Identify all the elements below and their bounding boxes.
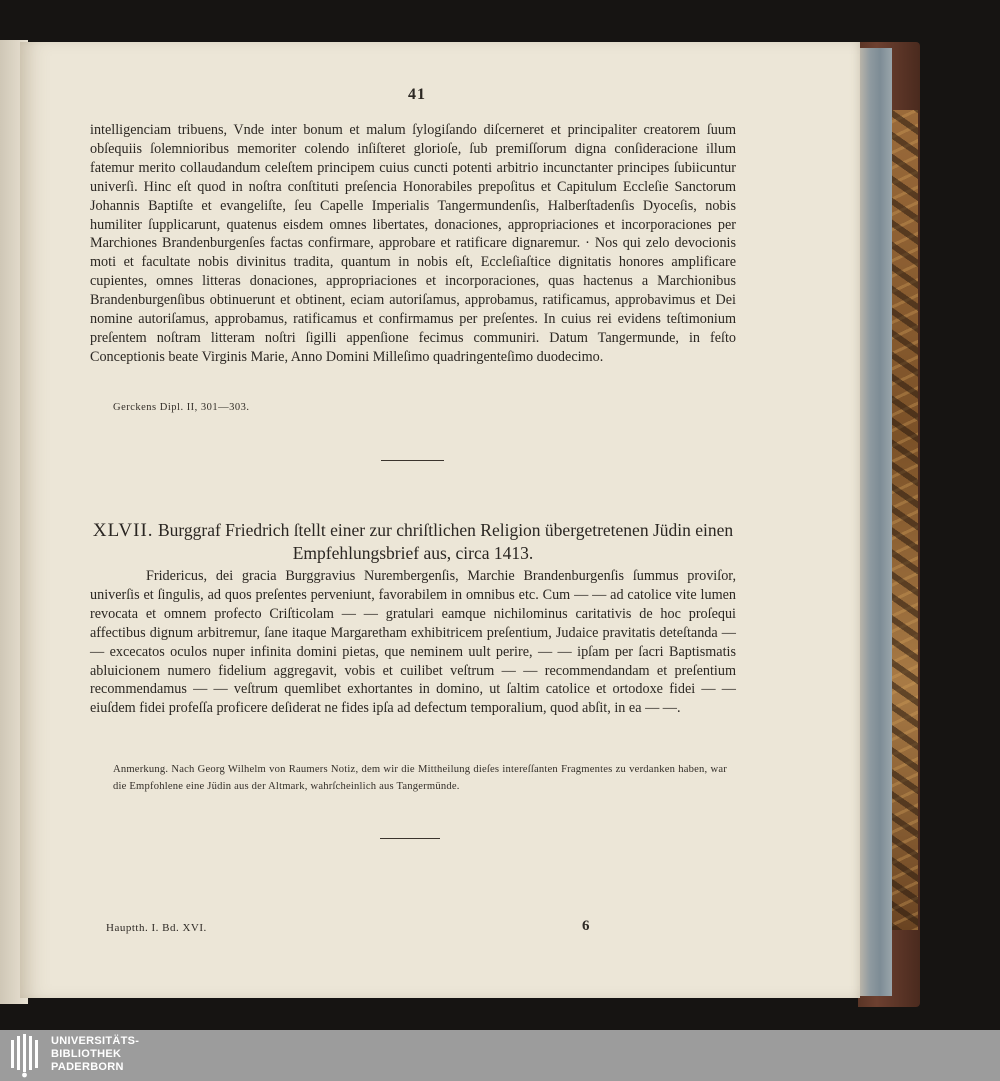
library-logo-icon <box>8 1032 44 1078</box>
section-number: XLVII. <box>92 520 154 541</box>
paragraph-letter: Fridericus, dei gracia Burggravius Nurembergenſis, Marchie Brandenburgenſis ſummus proviſor, univerſis et ſingulis, ad quos preſentes perveniunt, favorabilem in omnibus etc. Cum — — ad catolice vite lumen revocata et omnem profecto Criſticolam — — gratulari eamque nichilominus caritativis de hoc proſequi affectibus dignum arbitremur, ſane itaque Margaretham exhibitricem preſentium, Judaice pravitatis deteſtanda — — excecatos oculos nuper infinita domini pietas, que neminem uult perire, — — ipſam per ſacri Baptismatis abluicionem numero fidelium aggregavit, vobis et cuilibet veſtrum — — recommendandam et preſentium recommendamus — — veſtrum quemlibet exhortantes in domino, ut ſaltim catolice et ortodoxe fidei — — eiuſdem fidei profeſſa proficere deſiderat ne fides ipſa ad defectum temporalium, quod abſit, in ea — —. <box>90 568 736 717</box>
library-name-line2: BIBLIOTHEK <box>51 1048 122 1060</box>
marbled-edge <box>892 110 918 930</box>
library-name-line3: PADERBORN <box>51 1061 124 1073</box>
section-title: Burggraf Friedrich ſtellt einer zur chriſtlichen Religion übergetretenen Jüdin einen Empfehlungsbrief aus, circa 1413. <box>157 520 734 563</box>
volume-signature: Hauptth. I. Bd. XVI. <box>106 922 207 934</box>
source-citation: Gerckens Dipl. II, 301—303. <box>113 402 250 413</box>
sheet-signature: 6 <box>582 918 590 934</box>
library-name <box>51 1035 139 1074</box>
end-divider <box>380 838 440 839</box>
page-number: 41 <box>408 86 426 103</box>
paragraph-charter: intelligenciam tribuens, Vnde inter bonum et malum ſylogiſando diſcerneret et principaliter creatorem ſuum obſequiis ſolemnioribus memoriter colendo inſiſteret glorioſe, ſub premiſſorum digna conſideracione illum fatemur merito collaudandum celeſtem principem cuius cuncti potenti arbitrio incunctanter principes ſubiicuntur univerſi. Hinc eſt quod in noſtra conſtituti preſencia Honorabiles prepoſitus et Capitulum Eccleſie Sanctorum Johannis Baptiſte et evangeliſte, ſeu Capelle Imperialis Tangermundenſis, Halberſtadenſis Dyoceſis, nobis humiliter ſupplicarunt, quatenus eisdem omnes libertates, donaciones, appropriaciones et incorporaciones per Marchiones Brandenburgenſes factas confirmare, approbare et ratificare dignaremur. · Nos qui zelo devocionis moti et facultate nobis divinitus tradita, quantum in nobis eſt, Eccleſiaſtice dignitatis honores amplificare cupientes, omnes litteras donaciones, appropriaciones et incorporaciones, quas hactenus a Marchionibus Brandenburgenſibus obtinuerunt et obtinent, eciam autoriſamus, approbamus, ratificamus, approbavimus et Dei nomine autoriſamus, approbamus, ratificamus et confirmamus per preſentes. In cuius rei evidens teſtimonium preſentem noſtram litteram noſtri ſigilli appenſione fecimus communiri. Datum Tangermunde, in feſto Conceptionis beate Virginis Marie, Anno Domini Milleſimo quadringenteſimo duodecimo. <box>90 122 736 365</box>
footnote: Anmerkung. Nach Georg Wilhelm von Raumers Notiz, dem wir die Mittheilung dieſes intereſſanten Fragmentes zu verdanken haben, war die Empfohlene eine Jüdin aus der Altmark, wahrſcheinlich aus Tangermünde. <box>113 764 727 792</box>
section-heading <box>90 519 736 564</box>
library-name-line1: UNIVERSITÄTS- <box>51 1035 140 1047</box>
section-divider <box>381 460 444 461</box>
library-footer-bar <box>0 1030 1000 1081</box>
